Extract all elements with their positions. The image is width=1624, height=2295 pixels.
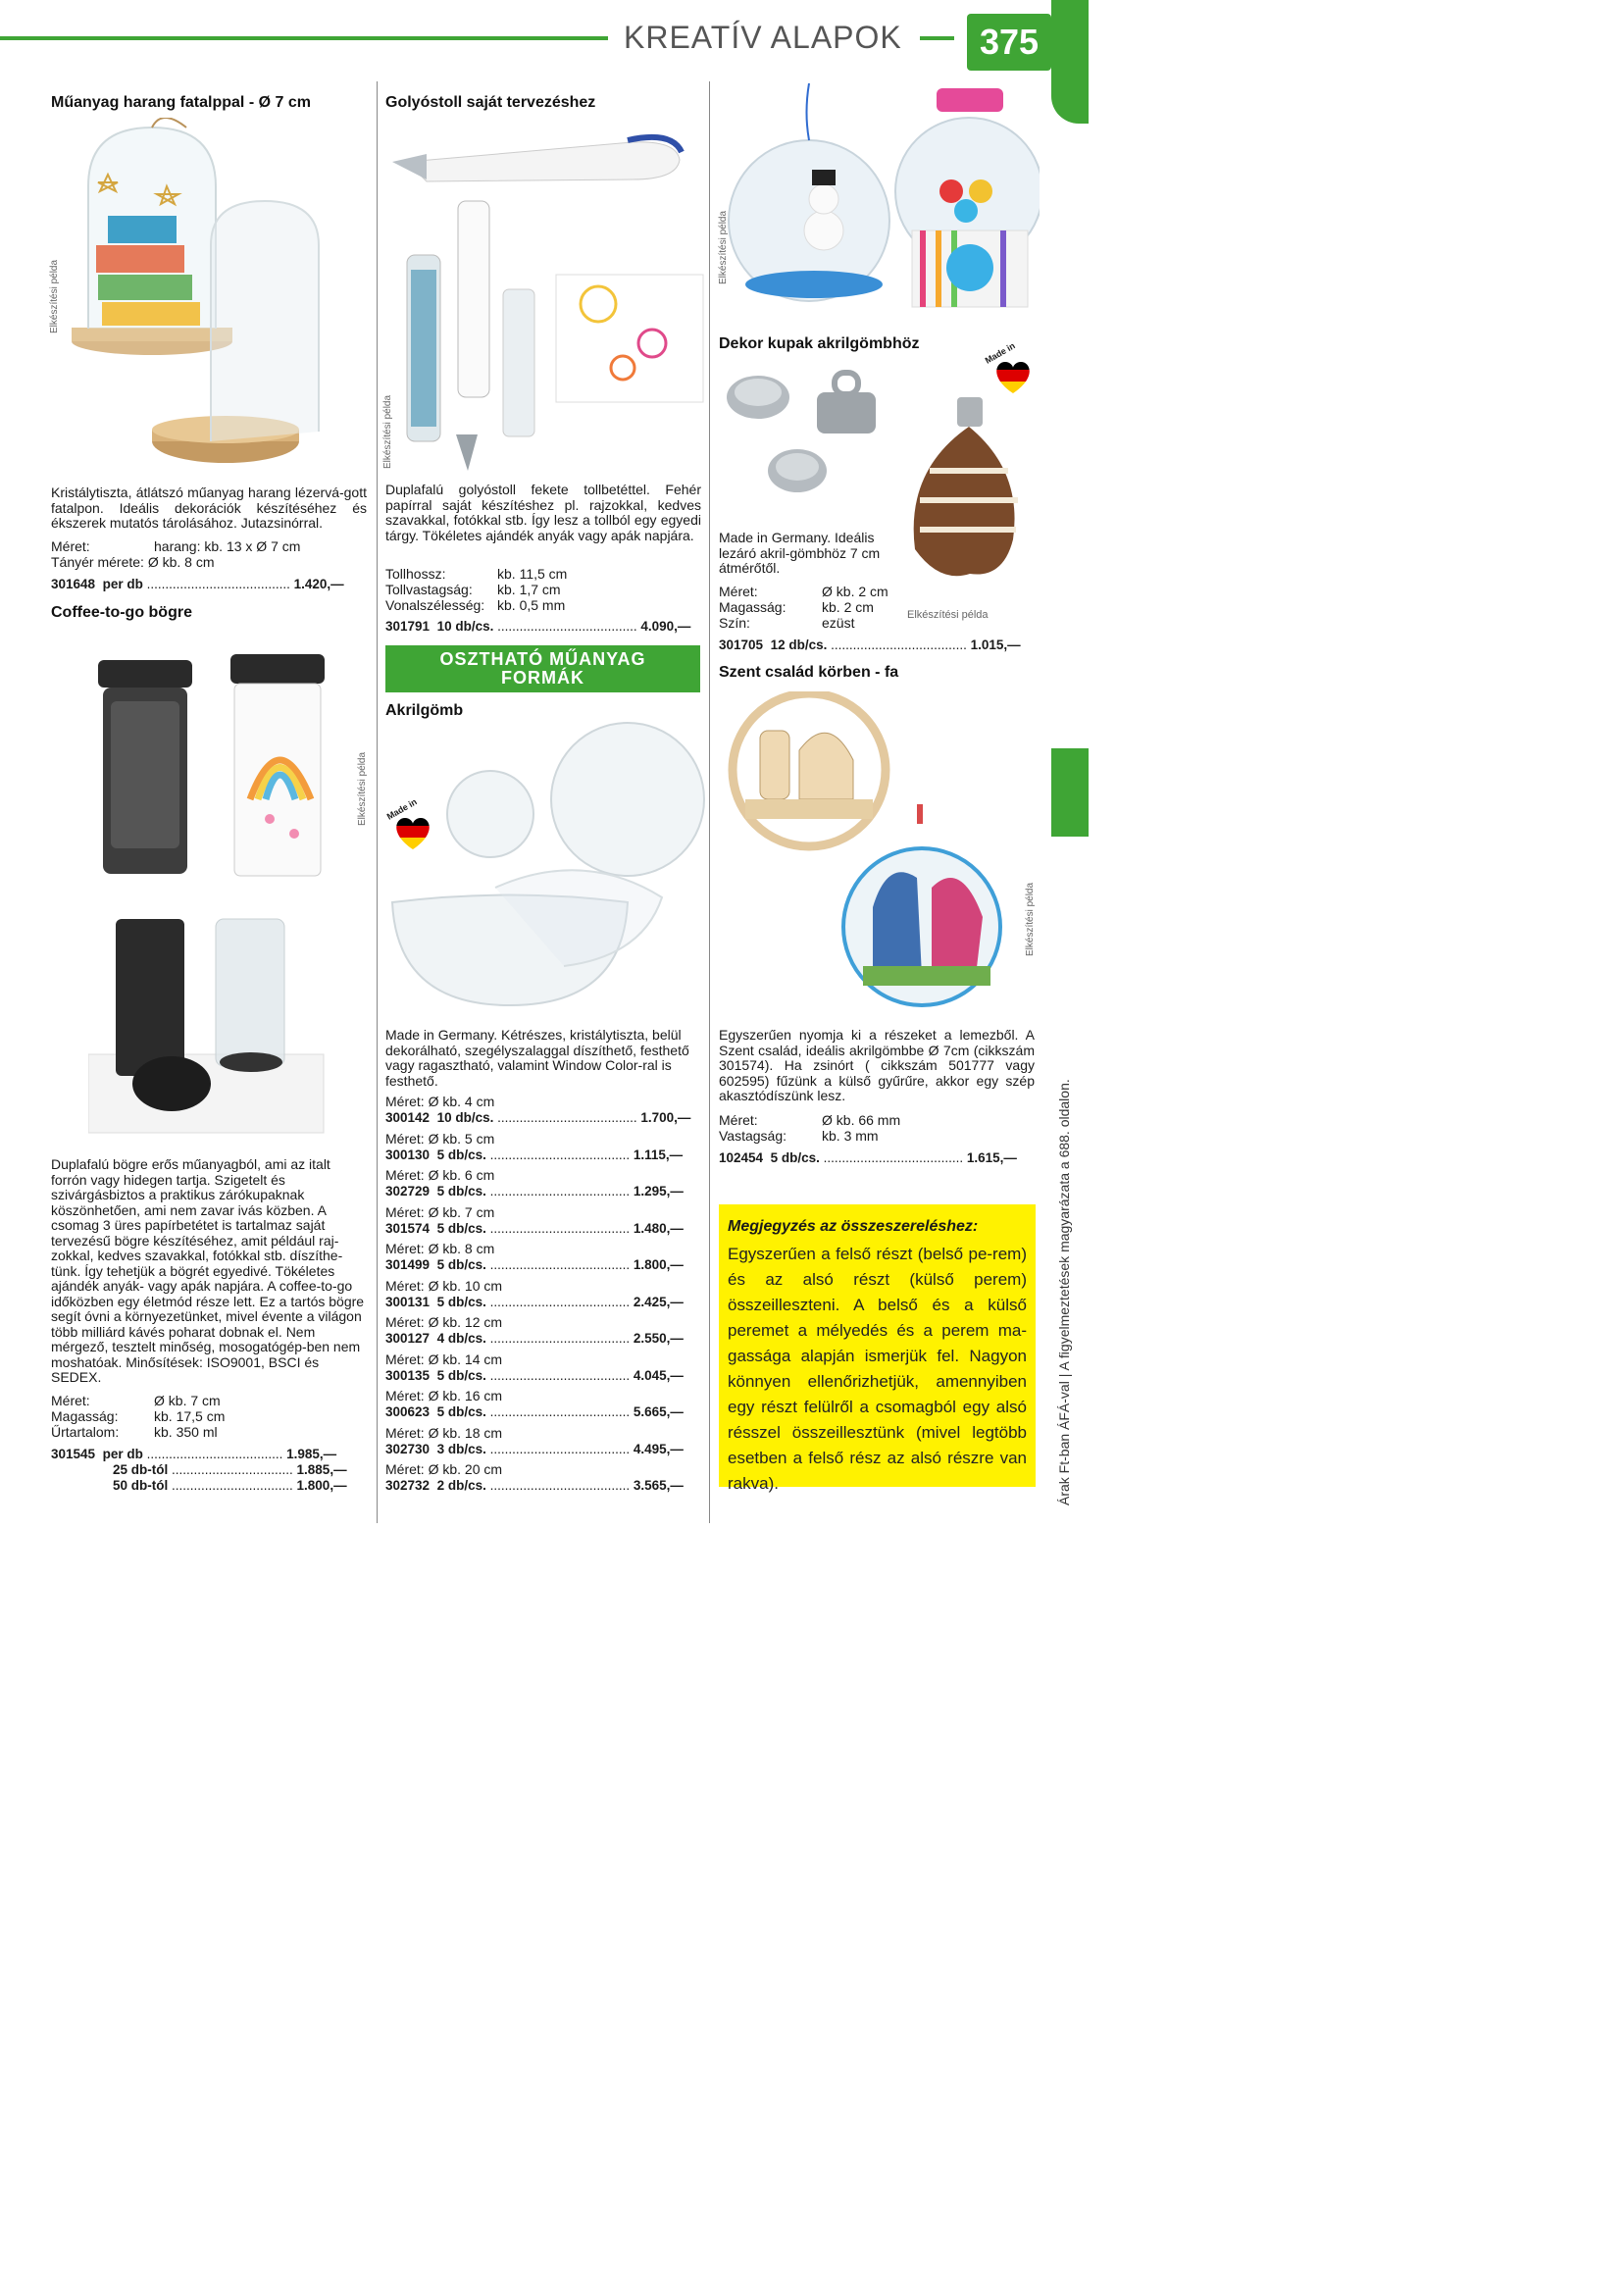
assembly-note-box: [719, 1204, 1036, 1493]
bell-description: Kristálytiszta, átlátszó műanyag harang lézervá-gott fatalpon. Ideális dekorációk készítéséhez és ékszerek mutatós tárolásához. Jutazsinórral.: [51, 484, 367, 531]
banner-line-1: OSZTHATÓ MŰANYAG: [439, 649, 646, 669]
ball-size-label: Méret: Ø kb. 10 cm: [385, 1277, 503, 1294]
ball-size-label: Méret: Ø kb. 16 cm: [385, 1388, 503, 1403]
made-in-label: Made in: [384, 796, 419, 822]
note-title: Megjegyzés az összeszereléshez:: [728, 1218, 979, 1235]
ball-order-row: 302732 2 db/cs. ...................................... 3.565,—: [385, 1478, 684, 1493]
pen-order-row: 301791 10 db/cs. ...................................... 4.090,—: [385, 619, 691, 634]
ball-order-row: 300135 5 db/cs. ...................................... 4.045,—: [385, 1367, 684, 1383]
mug-spec-height: Magasság: kb. 17,5 cm: [51, 1408, 226, 1424]
side-tab: [1051, 748, 1089, 837]
ball-size-label: Méret: Ø kb. 20 cm: [385, 1461, 503, 1477]
pen-spec-line-width: Vonalszélesség: kb. 0,5 mm: [385, 597, 566, 613]
product-title-holy-family: Szent család körben - fa: [719, 664, 899, 681]
ball-order-row: 301574 5 db/cs. ...................................... 1.480,—: [385, 1220, 684, 1236]
cap-spec-size: Méret: Ø kb. 2 cm: [719, 584, 888, 599]
note-text: Egyszerűen a felső részt (belső pe-rem) és az alsó részt (külső perem) összeilleszteni. A belső és a külső peremet a mélyedés és a perem ma-gassága alapján ismerjük fel. Nagyon könnyen ellenőrizhetjük, amennyiben egy részt felülről a csomagból egy alsó résszel összeillesztünk (mivel legtöbb esetben a felső rész az alsó részre van rakva).: [728, 1245, 1027, 1493]
mug-parts-image: [88, 917, 343, 1143]
bell-spec-size: Méret: harang: kb. 13 x Ø 7 cm: [51, 538, 301, 554]
mug-pair-image: [93, 652, 329, 888]
side-price-note: Árak Ft-ban ÁFÁ-val | A figyelmeztetések magyarázata a 688. oldalon.: [1056, 1079, 1072, 1505]
product-title-mug: Coffee-to-go bögre: [51, 604, 192, 621]
pen-spec-length: Tollhossz: kb. 11,5 cm: [385, 566, 568, 582]
ball-size-label: Méret: Ø kb. 5 cm: [385, 1130, 495, 1147]
holy-family-description: Egyszerűen nyomja ki a részeket a lemezből. A Szent család, ideális akrilgömbbe Ø 7cm (cikkszám 301574). Ha zsinórt ( cikkszám 501777 vagy 602595) fűzünk a külső gyűrűre, akkor egy szép akasztódíszünk lesz.: [719, 1027, 1035, 1103]
ball-order-row: 300623 5 db/cs. ...................................... 5.665,—: [385, 1404, 684, 1419]
banner-line-2: FORMÁK: [501, 668, 584, 688]
holy-order-row: 102454 5 db/cs. ...................................... 1.615,—: [719, 1150, 1017, 1165]
ball-order-row: 300127 4 db/cs. ...................................... 2.550,—: [385, 1331, 684, 1346]
section-banner: [385, 645, 700, 692]
ball-size-label: Méret: Ø kb. 12 cm: [385, 1314, 503, 1330]
ball-order-row: 302730 3 db/cs. ...................................... 4.495,—: [385, 1441, 684, 1456]
acrylic-ball-image: [384, 721, 706, 1015]
pen-description: Duplafalú golyóstoll fekete tollbetéttel. Fehér papírral saját készítéshez pl. rajzokkal, kedves szavakkal, fotókkal stb. Így lesz a tollból egy egyedi tárgy. Tökéletes ajándék anyák vagy apák napjára.: [385, 482, 701, 543]
mug-spec-size: Méret: Ø kb. 7 cm: [51, 1393, 221, 1408]
mug-tier-row: 25 db-tól ................................. 1.885,—: [113, 1462, 347, 1477]
cap-description: Made in Germany. Ideális lezáró akril-gömbhöz 7 cm átmérőtől.: [719, 530, 881, 576]
example-label: Elkészítési példa: [718, 210, 729, 284]
ball-size-label: Méret: Ø kb. 8 cm: [385, 1241, 495, 1256]
ball-order-row: 300131 5 db/cs. ...................................... 2.425,—: [385, 1294, 684, 1309]
example-label: Elkészítési példa: [907, 609, 989, 621]
column-divider: [709, 81, 710, 1523]
made-in-label: Made in: [983, 340, 1017, 366]
example-label: Elkészítési példa: [357, 751, 368, 826]
holy-spec-thickness: Vastagság: kb. 3 mm: [719, 1128, 879, 1144]
bell-jar-image: [69, 118, 363, 471]
header-rule-left: [0, 36, 608, 40]
ball-order-row: 300142 10 db/cs. ...................................... 1.700,—: [385, 1110, 691, 1125]
ball-order-row: 302729 5 db/cs. ...................................... 1.295,—: [385, 1184, 684, 1198]
corner-tab: [1051, 0, 1089, 124]
mug-order-row: 301545 per db ..................................... 1.985,—: [51, 1447, 337, 1461]
ball-order-row: 300130 5 db/cs. ...................................... 1.115,—: [385, 1147, 684, 1162]
page-number: 375: [967, 14, 1051, 71]
pen-spec-thickness: Tollvastagság: kb. 1,7 cm: [385, 582, 561, 597]
bell-order-row: 301648 per db ....................................... 1.420,—: [51, 577, 344, 591]
ornament-image: [726, 83, 1040, 319]
cap-order-row: 301705 12 db/cs. ..................................... 1.015,—: [719, 638, 1021, 652]
ball-size-label: Méret: Ø kb. 18 cm: [385, 1424, 503, 1441]
product-title-ball: Akrilgömb: [385, 702, 464, 719]
header-rule-right: [920, 36, 954, 40]
example-label: Elkészítési példa: [1025, 882, 1036, 956]
holy-spec-size: Méret: Ø kb. 66 mm: [719, 1112, 901, 1128]
cap-spec-height: Magasság: kb. 2 cm: [719, 599, 874, 615]
mug-tier-row: 50 db-tól ................................. 1.800,—: [113, 1478, 347, 1493]
mug-spec-volume: Űrtartalom: kb. 350 ml: [51, 1424, 218, 1440]
ball-order-row: 301499 5 db/cs. ...................................... 1.800,—: [385, 1257, 684, 1272]
product-title-pen: Golyóstoll saját tervezéshez: [385, 94, 596, 111]
example-label: Elkészítési példa: [382, 394, 393, 469]
holy-family-image: [726, 691, 1020, 1015]
section-title: KREATÍV ALAPOK: [624, 20, 902, 55]
mug-description: Duplafalú bögre erős műanyagból, ami az italt forrón vagy hidegen tartja. Szigetelt és szivárgásbiztos a praktikus zárókupaknak köszönhetően, ami nem zavar ivás közben. A csomag 3 üres papírbetétet is tartalmaz saját tervezésű bögre készítéséhez, amit például raj-zokkal, kedves szavakkal, fotókkal stb. díszíthe-tünk. Így tehetjük a bögrét egyedivé. Tökéletes ajándék anyák- vagy apák napjára. A coffee-to-go időközben egy életmód része lett. Ez a tartós bögre segít óvni a környezetünket, mivel évente a világon több milliárd kávés poharat dobnak el. Nem mérgező, tesztelt minőség, mosogatógép-ben nem moshatóak. Minősítések: ISO9001, BSCI és SEDEX.: [51, 1156, 365, 1385]
bell-spec-plate: Tányér mérete: Ø kb. 8 cm: [51, 554, 215, 570]
pen-image: [387, 123, 706, 476]
column-divider: [377, 81, 378, 1523]
ball-description: Made in Germany. Kétrészes, kristálytiszta, belül dekorálható, szegélyszalaggal díszíthető, festhető vagy ragasztható, valamint Window Color-ral is festhető.: [385, 1027, 689, 1089]
ball-size-label: Méret: Ø kb. 7 cm: [385, 1203, 495, 1220]
ball-size-label: Méret: Ø kb. 4 cm: [385, 1094, 495, 1109]
product-title-cap: Dekor kupak akrilgömbhöz: [719, 335, 920, 352]
ball-size-label: Méret: Ø kb. 14 cm: [385, 1351, 503, 1367]
cap-spec-color: Szín: ezüst: [719, 615, 855, 631]
ball-size-label: Méret: Ø kb. 6 cm: [385, 1167, 495, 1183]
product-title-bell: Műanyag harang fatalppal - Ø 7 cm: [51, 94, 311, 111]
example-label: Elkészítési példa: [49, 259, 60, 333]
